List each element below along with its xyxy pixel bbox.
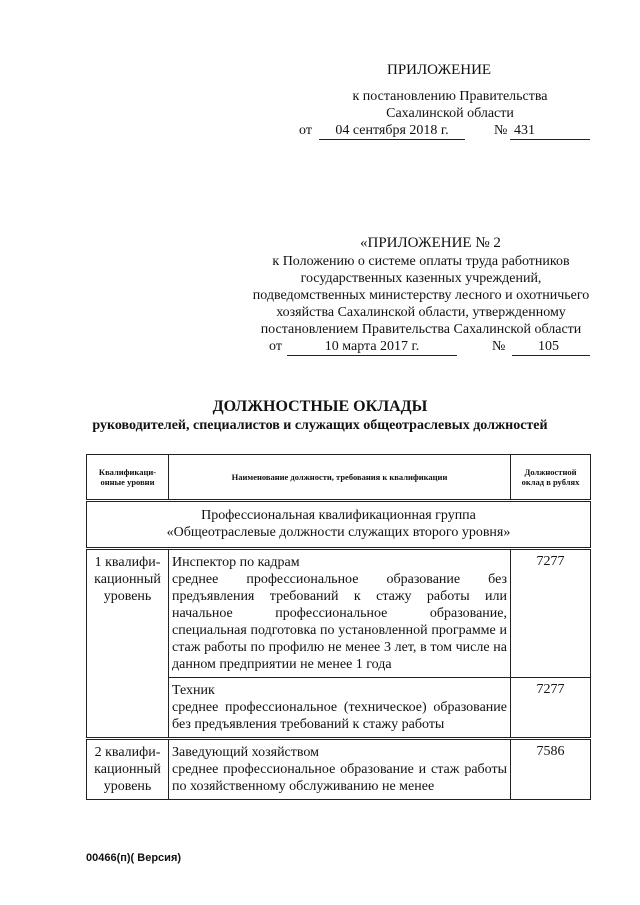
position-requirement: среднее профессиональное образование без предъявления требований к стажу работы или начальное профессиональное образование, специальная подготовка по установленной программе и стаж работы по профилю не менее 3 лет, в том числе на данном предприятии не менее 1 года xyxy=(172,572,507,672)
position-requirement: среднее профессиональное образование и стаж работы по хозяйственному обслуживанию не менее xyxy=(172,762,507,794)
appendix-original-text xyxy=(236,253,606,338)
appendix-original-line: государственных казенных учреждений, xyxy=(300,271,542,286)
document-subtitle: руководителей, специалистов и служащих общеотраслевых должностей xyxy=(92,418,548,433)
header-salary: Должностной оклад в рублях xyxy=(511,455,591,501)
appendix-line: к постановлению Правительства xyxy=(352,89,548,104)
position-name: Техник xyxy=(172,683,215,698)
appendix-number: 431 xyxy=(510,122,590,140)
appendix-original-date: 10 марта 2017 г. xyxy=(287,338,457,356)
salary-table xyxy=(86,454,591,800)
appendix-date: 04 сентября 2018 г. xyxy=(319,122,465,140)
salary-value: 7277 xyxy=(511,678,591,739)
appendix-line: Сахалинской области xyxy=(386,106,514,121)
document-code: 00466(п)( Версия) xyxy=(86,852,182,864)
appendix-number-label: № xyxy=(494,123,508,138)
position-name: Заведующий хозяйством xyxy=(172,745,319,760)
table-row xyxy=(87,739,591,800)
document-title: ДОЛЖНОСТНЫЕ ОКЛАДЫ xyxy=(212,398,428,415)
header-level: Квалификаци-онные уровни xyxy=(87,455,169,501)
appendix-original-title: «ПРИЛОЖЕНИЕ № 2 xyxy=(360,235,501,251)
salary-value: 7586 xyxy=(511,739,591,800)
table-row xyxy=(87,549,591,678)
qualification-level: 1 квалифи-кационный уровень xyxy=(87,549,169,739)
position-name: Инспектор по кадрам xyxy=(172,555,300,570)
salary-value: 7277 xyxy=(511,549,591,678)
group-row xyxy=(87,501,591,549)
appendix-from-label: от xyxy=(299,123,312,138)
appendix-original-number: 105 xyxy=(512,338,590,356)
appendix-original-from-label: от xyxy=(269,339,282,354)
group-title-line: Профессиональная квалификационная группа xyxy=(201,508,476,523)
header-position: Наименование должности, требования к квалификации xyxy=(169,455,511,501)
appendix-title: ПРИЛОЖЕНИЕ xyxy=(387,62,492,78)
position-requirement: среднее профессиональное (техническое) образование без предъявления требований к стажу работы xyxy=(172,700,507,732)
group-title xyxy=(87,501,591,549)
table-header-row xyxy=(87,455,591,501)
appendix-original-line: к Положению о системе оплаты труда работников xyxy=(272,254,570,269)
appendix-original-number-label: № xyxy=(492,339,506,354)
appendix-original-line: хозяйства Сахалинской области, утвержденному xyxy=(276,305,566,320)
group-title-line: «Общеотраслевые должности служащих второго уровня» xyxy=(166,525,511,540)
position-cell xyxy=(169,739,511,800)
appendix-original-line: постановлением Правительства Сахалинской области xyxy=(260,322,582,337)
appendix-original-line: подведомственных министерству лесного и охотничьего xyxy=(252,288,590,303)
qualification-level: 2 квалифи-кационный уровень xyxy=(87,739,169,800)
position-cell xyxy=(169,678,511,739)
position-cell xyxy=(169,549,511,678)
